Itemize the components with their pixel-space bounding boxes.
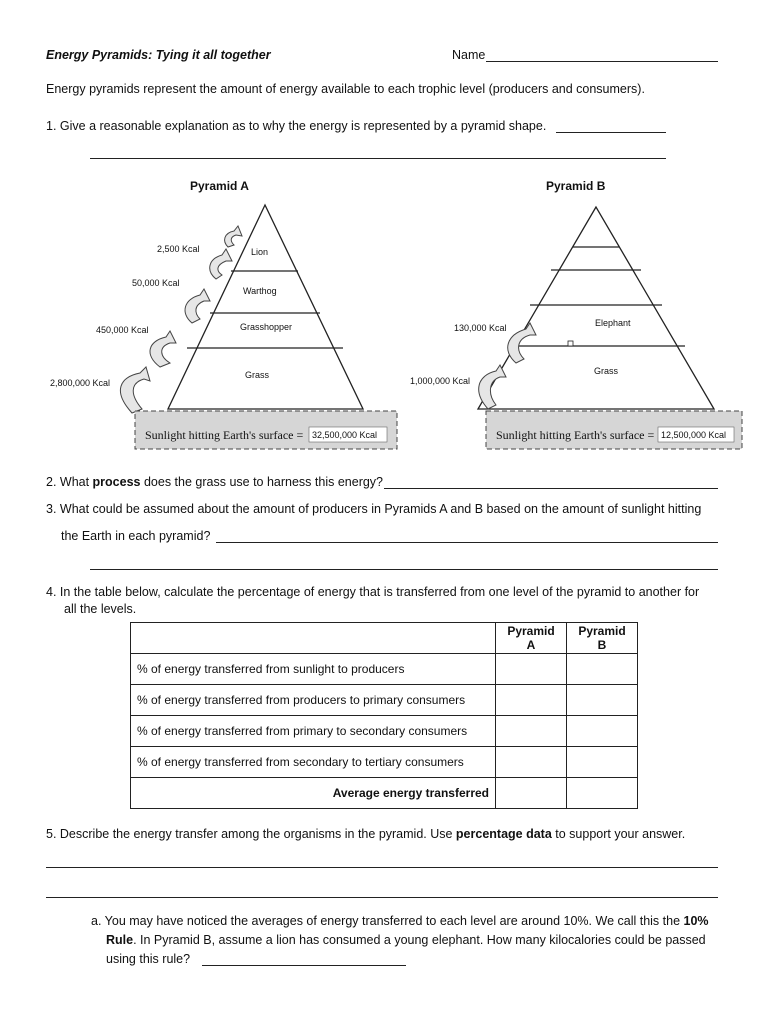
pyramid-a-average-cell[interactable] [496,778,567,809]
table-average-label: Average energy transferred [131,778,496,809]
pyramid-a-sunlight-label: Sunlight hitting Earth's surface = [145,428,304,442]
pyramid-a-energy-lion: 2,500 Kcal [157,244,200,254]
pyramid-a-level-grasshopper: Grasshopper [240,322,293,332]
intro-text: Energy pyramids represent the amount of energy available to each trophic level (producers and consumers). [46,82,645,96]
worksheet-title: Energy Pyramids: Tying it all together [46,48,271,62]
pyramid-a-level-lion: Lion [251,247,269,257]
question-5a-line-2: Rule. In Pyramid B, assume a lion has consumed a young elephant. How many kilocalories could be passed [106,933,706,947]
question-1: 1. Give a reasonable explanation as to why the energy is represented by a pyramid shape. [46,119,547,133]
q3-answer-line-1[interactable] [216,542,718,543]
question-5: 5. Describe the energy transfer among the organisms in the pyramid. Use percentage data to support your answer. [46,827,686,841]
pyramid-a-level-grass: Grass [245,370,270,380]
pyramid-b-energy-elephant: 130,000 Kcal [454,323,507,333]
pyramid-a-cell[interactable] [496,685,567,716]
energy-transfer-table [130,622,638,809]
table-average-row [131,778,638,809]
q3-answer-line-2[interactable] [90,569,718,570]
pyramid-b-shape [478,207,714,409]
table-header-empty [131,623,496,654]
pyramid-a-level-warthog: Warthog [243,286,277,296]
pyramid-b-cell[interactable] [567,685,638,716]
question-5a-line-1: a. You may have noticed the averages of energy transferred to each level are around 10%. We call this the 10% [91,914,709,928]
table-row-label: % of energy transferred from primary to secondary consumers [131,716,496,747]
table-row [131,685,638,716]
q5-answer-line-1[interactable] [46,867,718,868]
pyramid-b-sunlight-value: 12,500,000 Kcal [661,430,727,440]
q5-answer-line-2[interactable] [46,897,718,898]
pyramid-a-title: Pyramid A [190,179,249,193]
pyramid-b-cell[interactable] [567,716,638,747]
pyramid-b-average-cell[interactable] [567,778,638,809]
question-3-line-2: the Earth in each pyramid? [61,529,211,543]
pyramid-a-energy-grasshopper: 450,000 Kcal [96,325,149,335]
q5a-answer-line[interactable] [202,965,406,966]
pyramid-b-energy-arrows [479,323,536,409]
pyramid-a-sunlight-value: 32,500,000 Kcal [312,430,378,440]
pyramid-a-energy-arrows [120,226,242,413]
pyramid-b-cell[interactable] [567,747,638,778]
name-answer-line[interactable] [486,61,718,62]
pyramid-a-cell[interactable] [496,747,567,778]
table-row [131,747,638,778]
table-row-label: % of energy transferred from producers to primary consumers [131,685,496,716]
table-row [131,654,638,685]
question-4-line-2: all the levels. [64,602,137,616]
pyramid-b-cell[interactable] [567,654,638,685]
pyramid-a-cell[interactable] [496,654,567,685]
pyramid-a-energy-warthog: 50,000 Kcal [132,278,180,288]
pyramid-b-sunlight-label: Sunlight hitting Earth's surface = [496,428,655,442]
table-header-pyramid-a: Pyramid A [496,623,567,654]
name-label: Name [452,48,486,62]
table-row-label: % of energy transferred from sunlight to producers [131,654,496,685]
q1-answer-line-1[interactable] [556,132,666,133]
q2-answer-line[interactable] [384,488,718,489]
table-header-row [131,623,638,654]
question-4-line-1: 4. In the table below, calculate the percentage of energy that is transferred from one level of the pyramid to another for [46,585,700,599]
table-header-pyramid-b: Pyramid B [567,623,638,654]
table-row-label: % of energy transferred from secondary to tertiary consumers [131,747,496,778]
pyramid-b-level-elephant: Elephant [595,318,631,328]
pyramid-b-energy-grass: 1,000,000 Kcal [410,376,471,386]
pyramid-a-cell[interactable] [496,716,567,747]
question-5a-line-3: using this rule? [106,952,191,966]
table-row [131,716,638,747]
pyramid-b-title: Pyramid B [546,179,606,193]
pyramid-b-level-grass: Grass [594,366,619,376]
question-3-line-1: 3. What could be assumed about the amount of producers in Pyramids A and B based on the amount of sunlight hitting [46,502,702,516]
pyramid-a-energy-grass: 2,800,000 Kcal [50,378,111,388]
question-2: 2. What process does the grass use to harness this energy? [46,475,384,489]
q1-answer-line-2[interactable] [90,158,666,159]
